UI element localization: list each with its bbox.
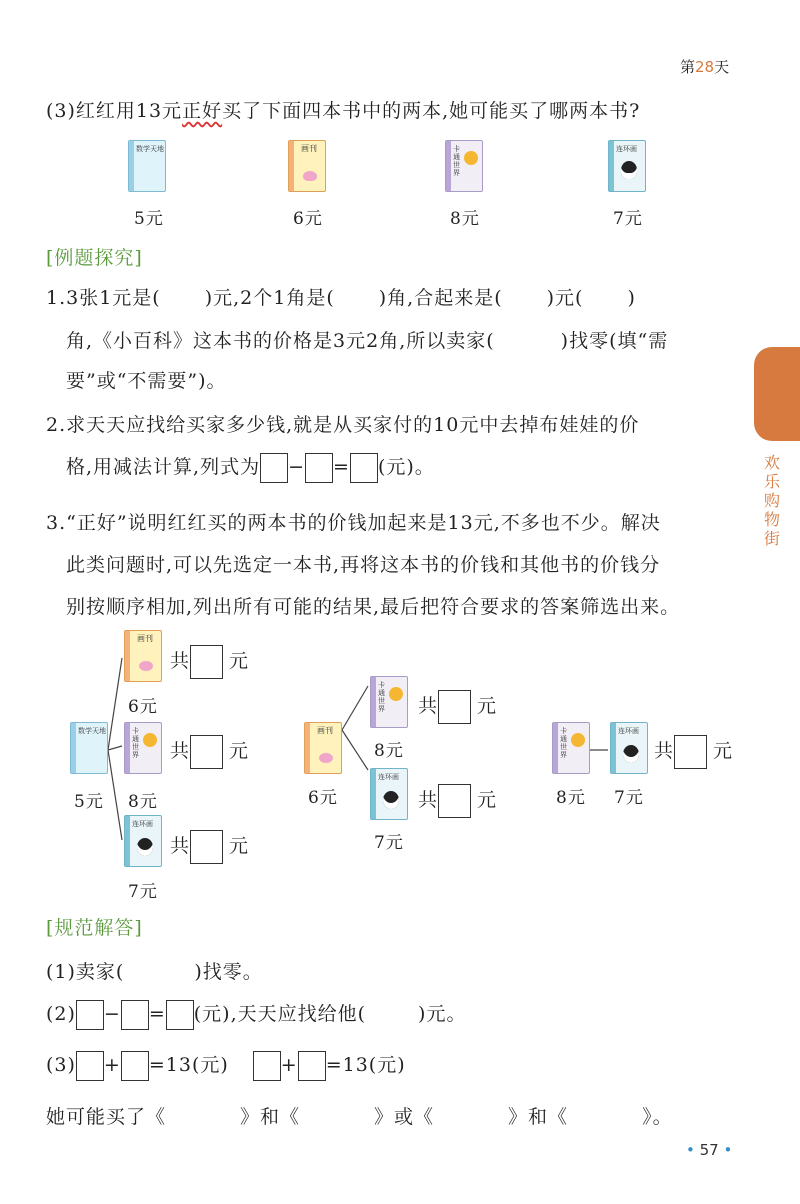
tree2-branch-price: 8元 [374, 741, 404, 761]
side-tab-text: 欢乐购物街 [763, 453, 780, 548]
answer-box[interactable] [305, 453, 333, 483]
ex3-line1: 3.“正好”说明红红买的两本书的价钱加起来是13元,不多也不少。解决 [46, 512, 661, 534]
ex3-line3: 别按顺序相加,列出所有可能的结果,最后把符合要求的答案筛选出来。 [66, 596, 681, 618]
dot-icon: • [723, 1141, 733, 1159]
answer-box[interactable] [260, 453, 288, 483]
ans3-line: (3) + =13(元) + =13(元) [46, 1050, 406, 1081]
book-title: 数学天地 [136, 145, 164, 153]
header-prefix: 第 [680, 58, 696, 76]
answer-box[interactable] [350, 453, 378, 483]
answer-box[interactable] [121, 1000, 149, 1030]
page-header [680, 56, 729, 77]
answer-box[interactable] [298, 1051, 326, 1081]
tree3-branch-book: 连环画 [610, 722, 648, 774]
answer-box[interactable] [121, 1051, 149, 1081]
answer-box[interactable] [190, 830, 223, 864]
sum-row: 共 元 [170, 645, 249, 679]
book-pictorial [288, 140, 326, 192]
section-answer-title: [规范解答] [46, 917, 143, 939]
ans4-line: 她可能买了《 》和《 》或《 》和《 》。 [46, 1106, 673, 1128]
sum-row: 共 元 [418, 690, 497, 724]
tree2-root-book: 画刊 [304, 722, 342, 774]
tree2-branch-price: 7元 [374, 833, 404, 853]
tree3-root-book: 卡通世界 [552, 722, 590, 774]
book-math-world [128, 140, 166, 192]
sum-row: 共 元 [170, 735, 249, 769]
tree1-root-book: 数学天地 [70, 722, 108, 774]
tree1-branch-book: 卡通世界 [124, 722, 162, 774]
page-number: 57 [699, 1141, 719, 1159]
tree1-branch-price: 6元 [128, 697, 158, 717]
answer-box[interactable] [253, 1051, 281, 1081]
tree1-root-price: 5元 [74, 792, 104, 812]
book-price-3: 8元 [450, 209, 480, 229]
tree1-branch-price: 8元 [128, 792, 158, 812]
dot-icon: • [686, 1141, 695, 1159]
ans2-line: (2) − = (元),天天应找给他( )元。 [46, 999, 466, 1030]
answer-box[interactable] [76, 1000, 104, 1030]
tree1-branch-book: 连环画 [124, 815, 162, 867]
tree2-branch-book: 卡通世界 [370, 676, 408, 728]
answer-box[interactable] [76, 1051, 104, 1081]
tree1-branch-book: 画刊 [124, 630, 162, 682]
section-example-title: [例题探究] [46, 247, 143, 269]
header-day: 28 [695, 58, 715, 76]
book-title: 卡通世界 [453, 145, 460, 177]
book-title: 连环画 [616, 145, 637, 153]
book-price-4: 7元 [613, 209, 643, 229]
tree3-root-price: 8元 [556, 788, 586, 808]
question-part1: (3)红红用13元 [46, 100, 183, 122]
book-cartoon-world [445, 140, 483, 192]
answer-box[interactable] [190, 645, 223, 679]
book-picture-story [608, 140, 646, 192]
sum-row: 共 元 [654, 735, 733, 769]
ex1-line3: 要”或“不需要”)。 [66, 370, 227, 392]
book-title: 画刊 [301, 144, 317, 153]
answer-box[interactable] [674, 735, 707, 769]
sum-row: 共 元 [418, 784, 497, 818]
tree3-branch-price: 7元 [614, 788, 644, 808]
ex1-line2: 角,《小百科》这本书的价格是3元2角,所以卖家( )找零(填“需 [66, 330, 669, 352]
answer-box[interactable] [166, 1000, 194, 1030]
ex2-line2: 格,用减法计算,列式为 − = (元)。 [66, 452, 435, 483]
ans1-line: (1)卖家( )找零。 [46, 961, 263, 983]
answer-box[interactable] [438, 690, 471, 724]
tree1-branch-price: 7元 [128, 882, 158, 902]
tree2-branch-book: 连环画 [370, 768, 408, 820]
book-price-2: 6元 [293, 209, 323, 229]
tree2-root-price: 6元 [308, 788, 338, 808]
answer-box[interactable] [438, 784, 471, 818]
side-tab [754, 347, 800, 441]
answer-box[interactable] [190, 735, 223, 769]
header-suffix: 天 [714, 58, 730, 76]
sum-row: 共 元 [170, 830, 249, 864]
ex3-line2: 此类问题时,可以先选定一本书,再将这本书的价钱和其他书的价钱分 [66, 554, 661, 576]
ex1-line1: 1.3张1元是( )元,2个1角是( )角,合起来是( )元( ) [46, 287, 636, 309]
ex2-line1: 2.求天天应找给买家多少钱,就是从买家付的10元中去掉布娃娃的价 [46, 414, 640, 436]
question-part2: 买了下面四本书中的两本,她可能买了哪两本书? [222, 100, 641, 122]
page-number-row [686, 1141, 732, 1159]
question-line [46, 96, 640, 123]
question-emphasis: 正好 [182, 100, 223, 122]
book-price-1: 5元 [134, 209, 164, 229]
